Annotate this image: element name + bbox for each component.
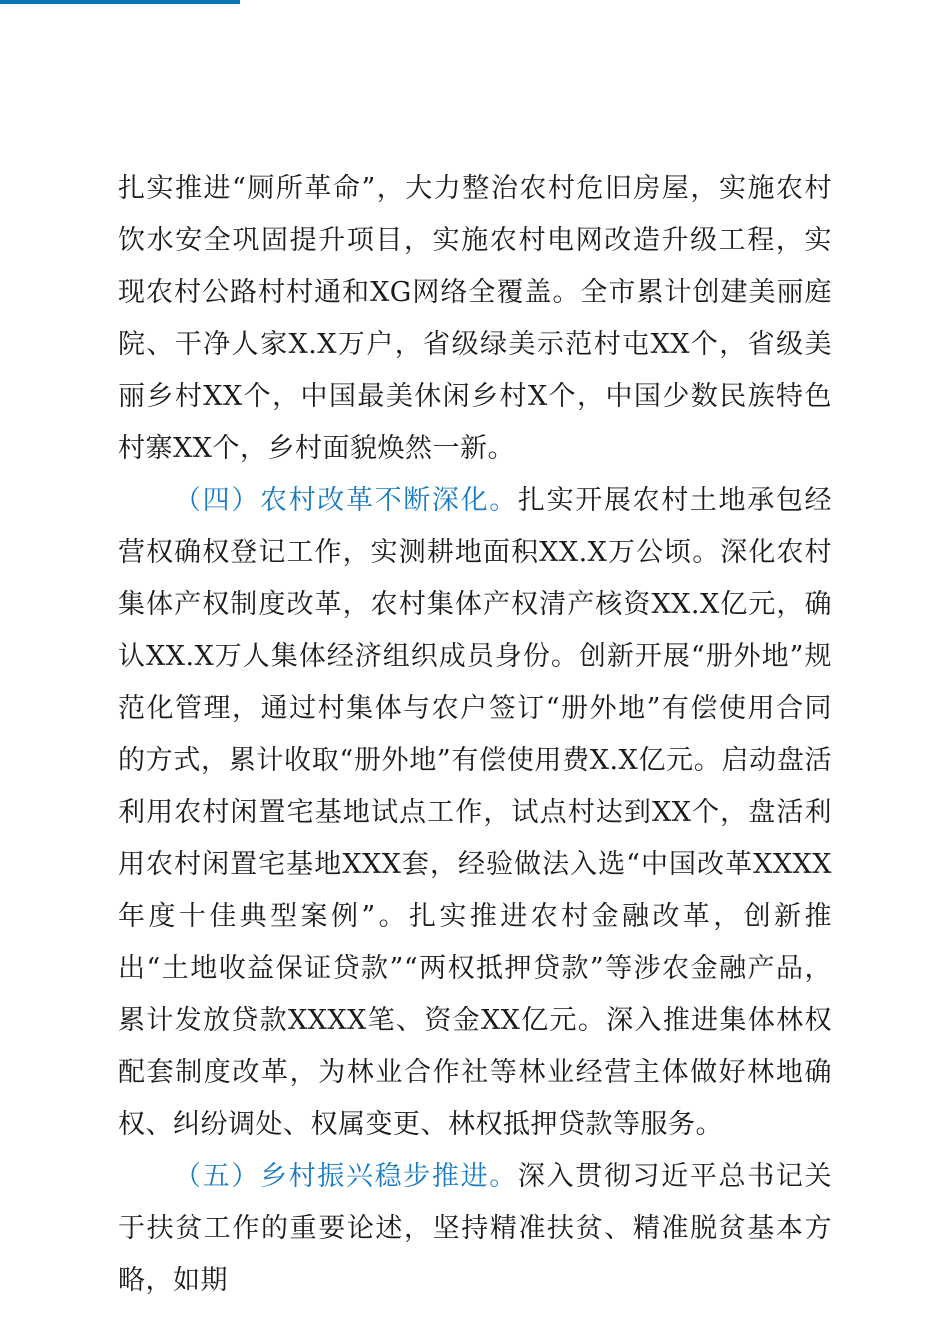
paragraph-rural-reform: [118, 475, 832, 1151]
paragraph-body: 扎实推进“厕所革命”，大力整治农村危旧房屋，实施农村饮水安全巩固提升项目，实施农村电网改造升级工程，实现农村公路村村通和XG网络全覆盖。全市累计创建美丽庭院、干净人家X.X万户，省级绿美示范村屯XX个，省级美丽乡村XX个，中国最美休闲乡村X个，中国少数民族特色村寨XX个，乡村面貌焕然一新。: [118, 173, 832, 464]
paragraph-rural-environment: [118, 163, 832, 475]
paragraph-body: 扎实开展农村土地承包经营权确权登记工作，实测耕地面积XX.X万公顷。深化农村集体产权制度改革，农村集体产权清产核资XX.X亿元，确认XX.X万人集体经济组织成员身份。创新开展“册外地”规范化管理，通过村集体与农户签订“册外地”有偿使用合同的方式，累计收取“册外地”有偿使用费X.X亿元。启动盘活利用农村闲置宅基地试点工作，试点村达到XX个，盘活利用农村闲置宅基地XXX套，经验做法入选“中国改革XXXX年度十佳典型案例”。扎实推进农村金融改革，创新推出“土地收益保证贷款”“两权抵押贷款”等涉农金融产品，累计发放贷款XXXX笔、资金XX亿元。深入推进集体林权配套制度改革，为林业合作社等林业经营主体做好林地确权、纠纷调处、权属变更、林权抵押贷款等服务。: [118, 485, 833, 1140]
section-heading-5: （五）乡村振兴稳步推进。: [174, 1161, 518, 1192]
paragraph-rural-revitalization: [118, 1151, 832, 1307]
document-page: [118, 163, 832, 1307]
top-accent-rule: [0, 0, 240, 4]
section-heading-4: （四）农村改革不断深化。: [174, 485, 518, 516]
paragraph-body: 深入贯彻习近平总书记关于扶贫工作的重要论述，坚持精准扶贫、精准脱贫基本方略，如期: [118, 1161, 833, 1296]
